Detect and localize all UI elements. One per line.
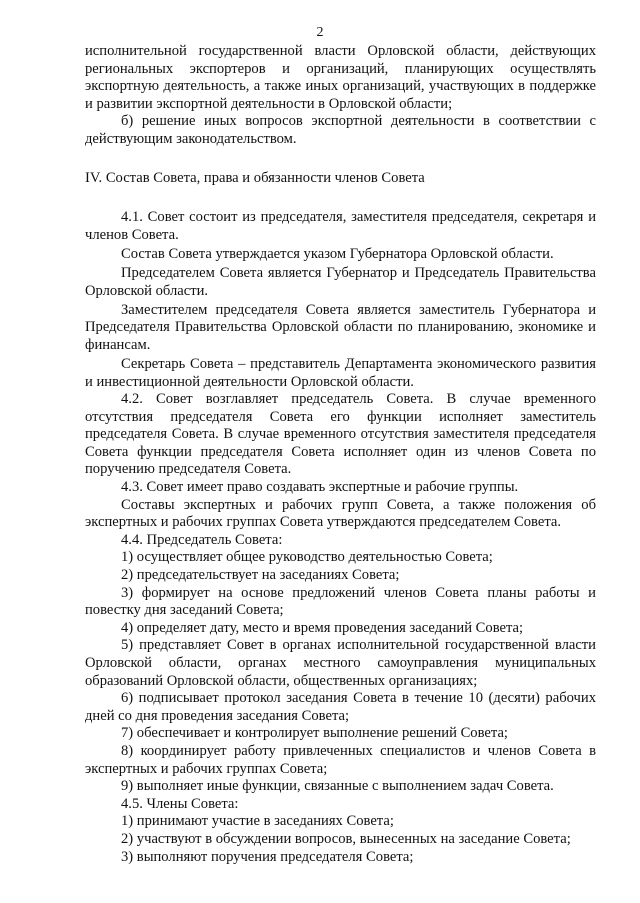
paragraph-4-4: 4.4. Председатель Совета: xyxy=(121,531,283,548)
paragraph: Состав Совета утверждается указом Губернатора Орловской области. xyxy=(121,245,554,262)
list-item: 4) определяет дату, место и время проведения заседаний Совета; xyxy=(121,619,524,636)
paragraph: Председателем Совета является Губернатор и Председатель Правительства Орловской области. xyxy=(85,264,596,299)
paragraph-4-5: 4.5. Члены Совета: xyxy=(121,795,239,812)
paragraph-4-2: 4.2. Совет возглавляет председатель Совета. В случае временного отсутствия председателя Совета его функции исполняет заместитель председателя Совета. В случае временного отсутствия заместителя председателя Совета функции председателя Совета исполняет один из членов Совета по поручению председателя Совета. xyxy=(85,391,596,478)
document-body xyxy=(85,43,596,866)
list-item: 3) формирует на основе предложений членов Совета планы работы и повестку дня заседаний Совета; xyxy=(85,584,596,619)
paragraph: Секретарь Совета – представитель Департамента экономического развития и инвестиционной деятельности Орловской области. xyxy=(85,355,596,390)
list-item: 8) координирует работу привлеченных специалистов и членов Совета в экспертных и рабочих группах Совета; xyxy=(85,742,596,777)
list-item: 3) выполняют поручения председателя Совета; xyxy=(121,848,414,865)
section-heading: IV. Состав Совета, права и обязанности членов Совета xyxy=(85,169,425,186)
list-item: 5) представляет Совет в органах исполнительной государственной власти Орловской области, органах местного самоуправления муниципальных образований Орловской области, общественных организациях; xyxy=(85,637,596,689)
list-item: 9) выполняет иные функции, связанные с выполнением задач Совета. xyxy=(121,778,554,795)
paragraph-4-1: 4.1. Совет состоит из председателя, заместителя председателя, секретаря и членов Совета. xyxy=(85,209,596,243)
list-item: 2) участвуют в обсуждении вопросов, вынесенных на заседание Совета; xyxy=(121,830,571,847)
paragraph: б) решение иных вопросов экспортной деятельности в соответствии с действующим законодательством. xyxy=(85,113,596,147)
page-number: 2 xyxy=(316,25,324,40)
paragraph: Заместителем председателя Совета является заместитель Губернатора и Председателя Правительства Орловской области по планированию, экономике и финансам. xyxy=(85,301,596,353)
list-item: 6) подписывает протокол заседания Совета в течение 10 (десяти) рабочих дней со дня проведения заседания Совета; xyxy=(85,690,596,724)
list-item: 7) обеспечивает и контролирует выполнение решений Совета; xyxy=(121,725,508,742)
list-item: 1) принимают участие в заседаниях Совета; xyxy=(121,813,394,830)
list-item: 2) председательствует на заседаниях Совета; xyxy=(121,567,400,584)
paragraph-4-3: 4.3. Совет имеет право создавать экспертные и рабочие группы. xyxy=(121,479,519,496)
paragraph: Составы экспертных и рабочих групп Совета, а также положения об экспертных и рабочих группах Совета утверждаются председателем Совета. xyxy=(85,496,596,531)
list-item: 1) осуществляет общее руководство деятельностью Совета; xyxy=(121,549,493,566)
paragraph: исполнительной государственной власти Орловской области, действующих региональных экспортеров и организаций, планирующих осуществлять экспортную деятельность, а также иных организаций, участвующих в поддержке и развитии экспортной деятельности в Орловской области; xyxy=(85,43,596,112)
